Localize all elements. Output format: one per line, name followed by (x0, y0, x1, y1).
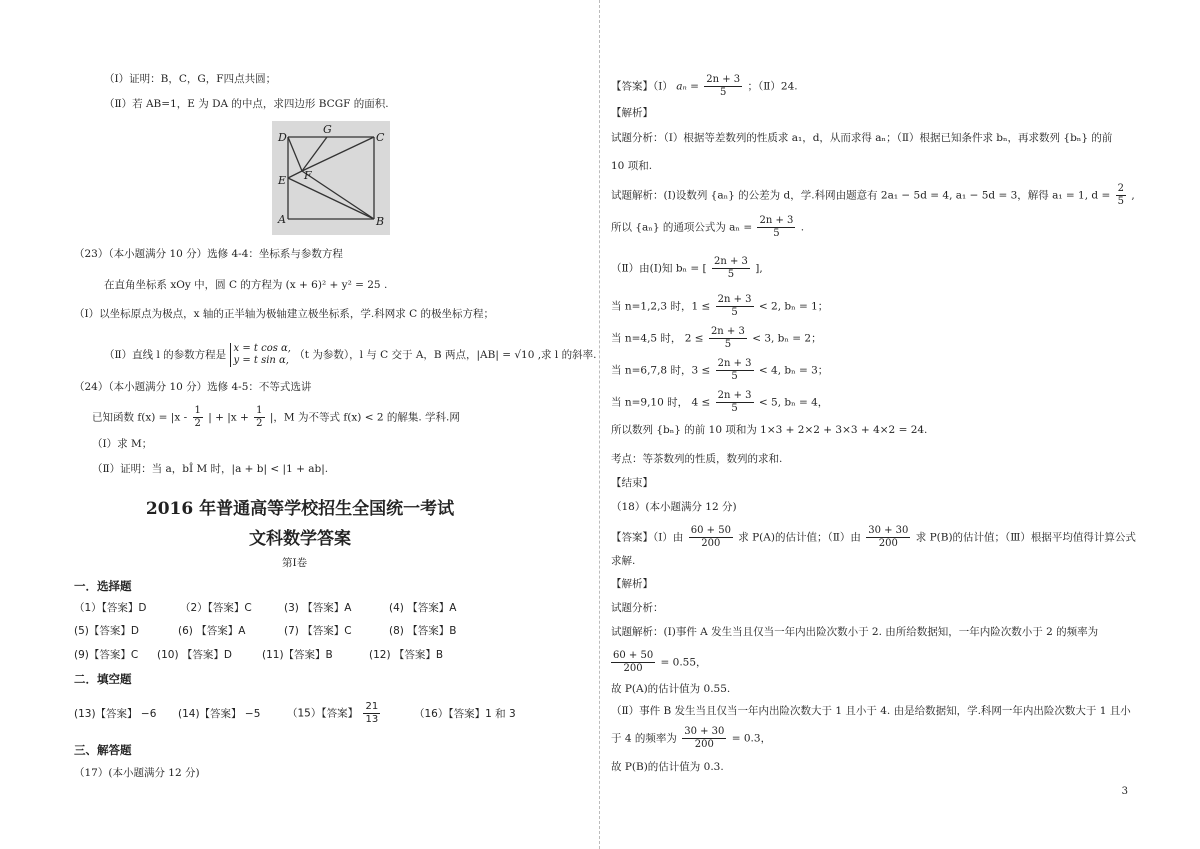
figure-label-f: F (304, 169, 312, 182)
choice-7: (7) 【答案】C (284, 625, 352, 637)
sol18-line4: （Ⅱ）事件 B 发生当且仅当一年内出险次数大于 1 且小于 4. 由是给数据知，学.科网一年内出险次数大于 1 且小 (611, 705, 1131, 717)
case-post: < 3, bₙ = 2； (752, 332, 822, 345)
choice-4: (4) 【答案】A (389, 602, 457, 614)
ans18-line2: 求解. (611, 555, 636, 567)
figure-label-b: B (376, 215, 385, 228)
case-fraction (709, 326, 747, 351)
choice-12: (12) 【答案】B (369, 649, 444, 661)
frac-den: 5 (724, 339, 732, 350)
case-fraction (716, 390, 754, 415)
q24-intro (92, 405, 460, 430)
volume-text: 第Ⅰ卷 (282, 557, 308, 569)
choice-2: （2）【答案】C (180, 602, 252, 614)
ans18 (611, 525, 1136, 550)
fraction-half-1 (193, 405, 203, 430)
frac-den: 5 (727, 269, 735, 280)
solve1-pre: 试题解析：(Ⅰ)设数列 {aₙ} 的公差为 d，学.科网由题意有 2a₁ − 5d = 4, a₁ − 5d = 3，解得 a₁ = 1, d = (611, 189, 1111, 202)
fraction-half-2 (254, 405, 264, 430)
frac-den: 5 (731, 371, 738, 382)
analysis-line1: 试题分析：（Ⅰ）根据等差数列的性质求 a₁，d，从而求得 aₙ；（Ⅱ）根据已知条件求 bₙ，再求数列 {bₙ} 的前 (611, 132, 1113, 144)
ans18-fraction-2 (866, 525, 910, 550)
analysis18: 试题分析： (611, 602, 664, 614)
q22-part1: （Ⅰ）证明：B，C，G，F四点共圆； (104, 73, 277, 85)
ans18-post: 求 P(B)的估计值；（Ⅲ）根据平均值得计算公式 (915, 531, 1136, 544)
fill-14: (14)【答案】 −5 (178, 708, 261, 720)
sol18-2-post: = 0.55， (660, 656, 707, 669)
choice-1: （1）【答案】D (74, 602, 147, 614)
figure-label-g: G (323, 123, 332, 136)
sol18-line3: 故 P(A)的估计值为 0.55. (611, 683, 731, 695)
solve2-fraction (757, 215, 795, 240)
ans18-mid: 求 P(A)的估计值；（Ⅱ）由 (738, 531, 861, 544)
frac-den: 200 (878, 538, 898, 549)
q24-title: （24）（本小题满分 10 分）选修 4-5：不等式选讲 (74, 381, 312, 393)
case-fraction (716, 294, 754, 319)
solve1-post: , (1131, 189, 1135, 202)
case-row (611, 358, 828, 383)
end-label: 【结束】 (611, 477, 653, 489)
solve3-pre: （Ⅱ）由(Ⅰ)知 bₙ = [ (611, 262, 707, 275)
solve2-post: . (800, 221, 805, 234)
sol18-line5 (611, 726, 771, 751)
case-row (611, 294, 828, 319)
case-pre: 当 n=6,7,8 时，3 ≤ (611, 364, 711, 377)
q23-part2-post: （t 为参数），l 与 C 交于 A，B 两点，|AB| = √10 ,求 l 的斜率. (294, 349, 597, 361)
case-post: < 4, bₙ = 3； (758, 364, 829, 377)
fill-16: （16）【答案】1 和 3 (414, 708, 516, 720)
analysis-line2: 10 项和. (611, 160, 653, 172)
case-pre: 当 n=9,10 时， 4 ≤ (611, 396, 711, 409)
kaodian-line: 考点：等茶数列的性质，数列的求和. (611, 453, 783, 465)
param-y: y = t sin α, (233, 355, 289, 366)
solve3-post: ], (755, 262, 763, 275)
column-divider (599, 0, 600, 849)
frac-num: 60 + 50 (613, 650, 654, 661)
sol18-line1: 试题解析：(Ⅰ)事件 A 发生当且仅当一年内出险次数小于 2. 由所给数据知，一年内险次数小于 2 的频率为 (611, 626, 1099, 638)
q24-intro-post: |，M 为不等式 f(x) < 2 的解集. 学科.网 (269, 411, 460, 424)
ans17-an: aₙ = (676, 80, 699, 93)
choice-5: (5)【答案】D (74, 625, 139, 637)
frac-den: 5 (773, 228, 780, 239)
frac-den: 5 (731, 403, 738, 414)
choice-11: (11)【答案】B (262, 649, 333, 661)
frac-num: 2 (1117, 183, 1124, 194)
frac-num: 1 (194, 405, 201, 416)
frac-num: 30 + 30 (868, 525, 909, 536)
q23-part2 (104, 343, 596, 367)
frac-num: 2n + 3 (706, 74, 741, 85)
case-fraction (716, 358, 754, 383)
answer-subheading: 文科数学答案 (249, 529, 351, 549)
fill-15 (287, 701, 382, 726)
case-pre: 当 n=1,2,3 时，1 ≤ (611, 300, 711, 313)
figure-label-c: C (376, 131, 385, 144)
figure-label-a: A (278, 213, 286, 226)
frac-num: 30 + 30 (684, 726, 725, 737)
section-solve: 三、解答题 (74, 743, 132, 757)
frac-num: 2n + 3 (717, 294, 752, 305)
frac-num: 2n + 3 (759, 215, 794, 226)
q17-title: （17）(本小题满分 12 分) (74, 767, 200, 779)
ans17-post: ；（Ⅱ）24. (747, 80, 798, 93)
choice-3: (3) 【答案】A (284, 602, 352, 614)
frac-den: 200 (701, 538, 721, 549)
sum-line: 所以数列 {bₙ} 的前 10 项和为 1×3 + 2×2 + 3×3 + 4×2 = 24. (611, 424, 928, 436)
ans17-fraction (704, 74, 742, 99)
frac-num: 1 (256, 405, 263, 416)
case-pre: 当 n=4,5 时， 2 ≤ (611, 332, 704, 345)
q23-title: （23）（本小题满分 10 分）选修 4-4：坐标系与参数方程 (74, 248, 343, 260)
sol18-fraction-2 (682, 726, 726, 751)
solve3-fraction (712, 256, 750, 281)
sol18-line2 (611, 650, 707, 675)
q22-part2: （Ⅱ）若 AB=1，E 为 DA 的中点，求四边形 BCGF 的面积. (104, 98, 389, 110)
solve-line3 (611, 256, 763, 281)
frac-num: 2n + 3 (714, 256, 748, 267)
case-post: < 2, bₙ = 1； (758, 300, 829, 313)
fill-15-label: （15）【答案】 (287, 707, 359, 720)
q24-intro-pre: 已知函数 f(x) = |x - (92, 411, 188, 424)
frac-num: 2n + 3 (710, 326, 745, 337)
frac-num: 60 + 50 (690, 525, 731, 536)
section-fill: 二．填空题 (74, 672, 132, 686)
param-x: x = t cos α, (233, 343, 291, 354)
ans17 (611, 74, 798, 99)
fill-13: (13)【答案】 −6 (74, 708, 157, 720)
figure-label-d: D (278, 131, 287, 144)
frac-den: 5 (731, 307, 738, 318)
frac-den: 2 (256, 418, 263, 429)
frac-den: 2 (194, 418, 201, 429)
sol18-5-post: = 0.3， (731, 732, 772, 745)
jiexi-label: 【解析】 (611, 107, 653, 119)
q23-part1: （Ⅰ）以坐标原点为极点，x 轴的正半轴为极轴建立极坐标系，学.科网求 C 的极坐标方程； (74, 308, 494, 320)
frac-den: 5 (720, 87, 727, 98)
frac-den: 13 (365, 714, 379, 725)
param-equations (230, 343, 291, 367)
solve2-pre: 所以 {aₙ} 的通项公式为 aₙ = (611, 221, 753, 234)
frac-num: 2n + 3 (717, 390, 752, 401)
choice-9: (9)【答案】C (74, 649, 139, 661)
choice-6: (6) 【答案】A (178, 625, 246, 637)
jiexi2-label: 【解析】 (611, 578, 653, 590)
sol18-5-pre: 于 4 的频率为 (611, 732, 677, 745)
case-post: < 5, bₙ = 4， (758, 396, 829, 409)
frac-num: 21 (365, 701, 379, 712)
solve-line2 (611, 215, 804, 240)
section-choice: 一．选择题 (74, 579, 132, 593)
frac-den: 5 (1117, 196, 1124, 207)
q23-intro: 在直角坐标系 xOy 中，圆 C 的方程为 (x + 6)² + y² = 25 . (104, 279, 388, 291)
q18-title: （18）(本小题满分 12 分) (611, 501, 737, 513)
ans17-pre: 【答案】（Ⅰ） (611, 80, 673, 93)
q24-part1: （Ⅰ）求 M； (92, 438, 153, 450)
sol18-line6: 故 P(B)的估计值为 0.3. (611, 761, 724, 773)
fill-15-fraction (363, 701, 380, 726)
solve1-fraction (1116, 183, 1126, 208)
frac-den: 200 (623, 663, 643, 674)
case-row (611, 326, 822, 351)
answer-heading: 2016 年普通高等学校招生全国统一考试 (145, 499, 455, 519)
solve-line1 (611, 183, 1135, 208)
page-number: 3 (1121, 786, 1128, 797)
ans18-pre: 【答案】（Ⅰ）由 (611, 531, 684, 544)
choice-8: (8) 【答案】B (389, 625, 457, 637)
choice-10: (10) 【答案】D (157, 649, 232, 661)
sol18-fraction-1 (611, 650, 655, 675)
q24-part2: （Ⅱ）证明：当 a，bÎ M 时，|a + b| < |1 + ab|. (92, 463, 329, 475)
frac-num: 2n + 3 (717, 358, 752, 369)
ans18-fraction-1 (689, 525, 733, 550)
q23-part2-pre: （Ⅱ）直线 l 的参数方程是 (104, 349, 227, 361)
q24-intro-mid: | + |x + (208, 411, 249, 424)
case-row (611, 390, 828, 415)
frac-den: 200 (694, 739, 714, 750)
geometry-figure (272, 121, 390, 235)
figure-label-e: E (278, 174, 287, 187)
